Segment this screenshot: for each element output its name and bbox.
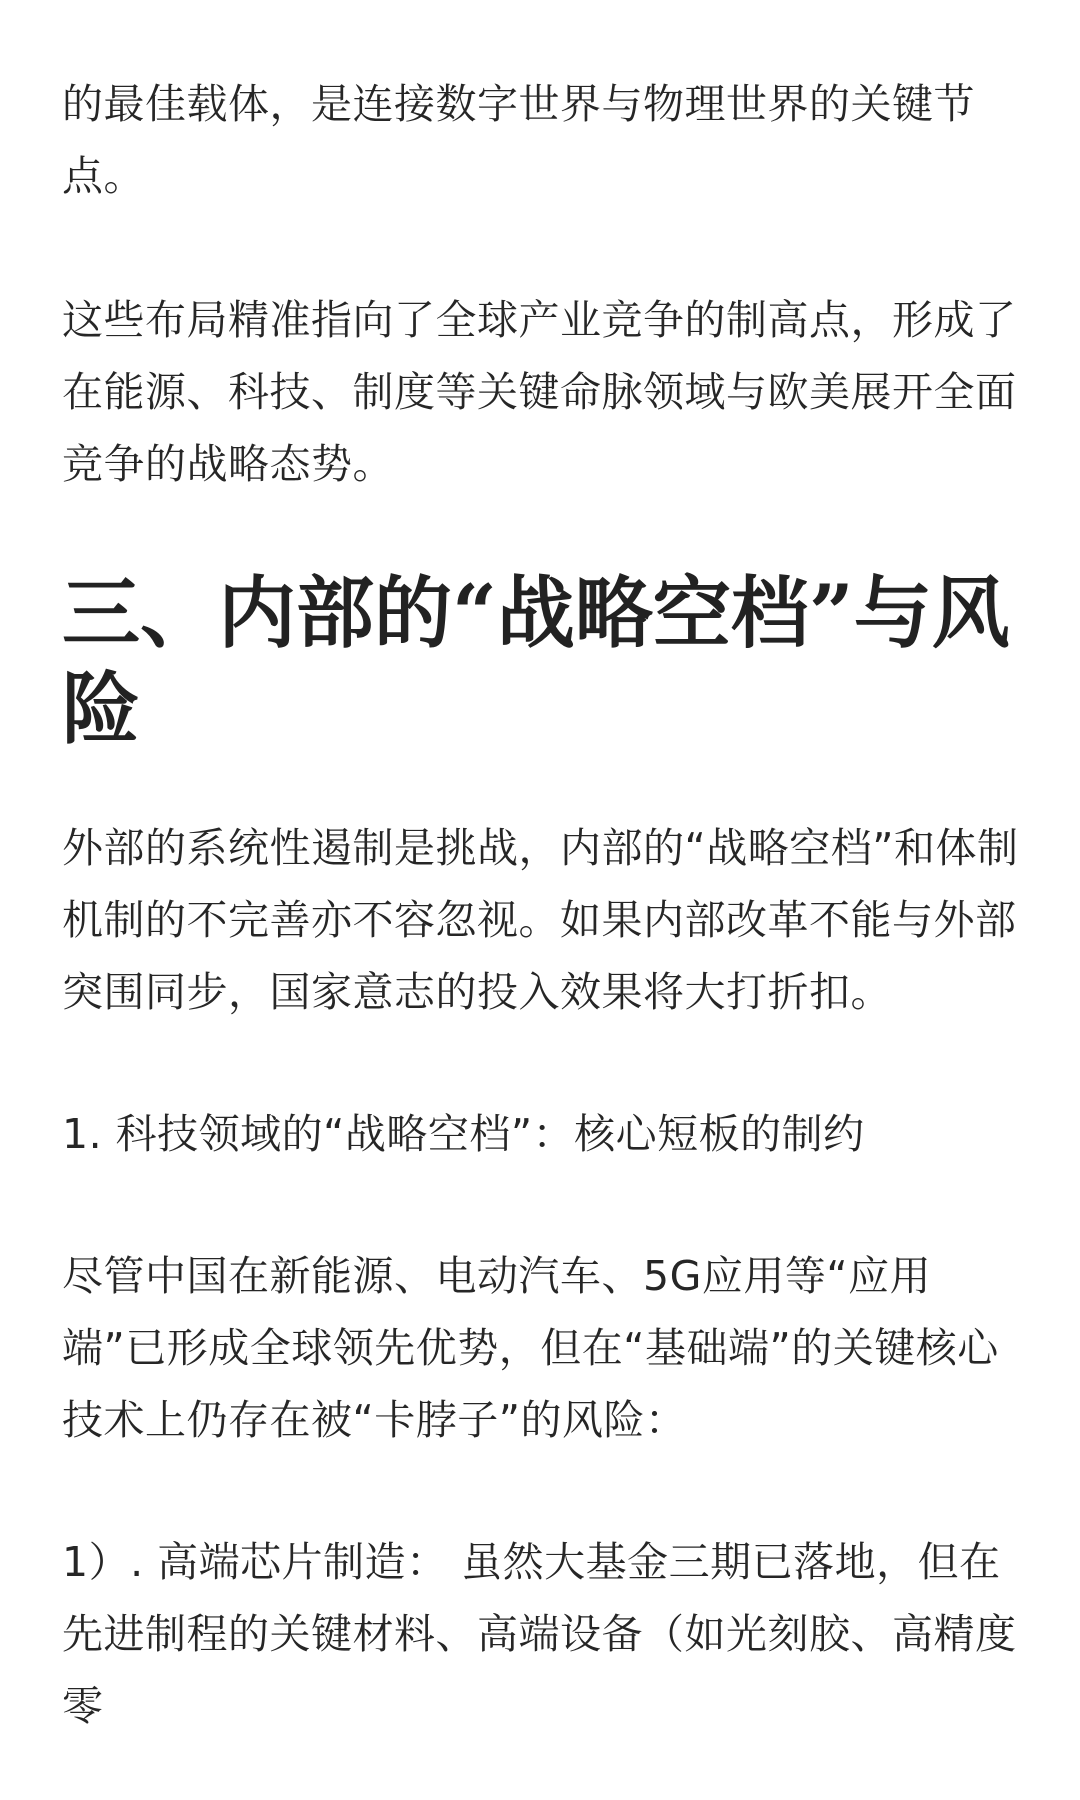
article-paragraph: 1）. 高端芯片制造： 虽然大基金三期已落地，但在先进制程的关键材料、高端设备（如光刻胶、高精度零 [62, 1538, 1017, 1730]
article-paragraph: 外部的系统性遏制是挑战，内部的“战略空档”和体制机制的不完善亦不容忽视。如果内部改革不能与外部突围同步，国家意志的投入效果将大打折扣。 [62, 824, 1019, 1016]
article-subheading: 1. 科技领域的“战略空档”：核心短板的制约 [62, 1110, 865, 1158]
article-paragraph: 尽管中国在新能源、电动汽车、5G应用等“应用端”已形成全球领先优势，但在“基础端”的关键核心技术上仍存在被“卡脖子”的风险： [62, 1252, 999, 1444]
section-heading: 三、内部的“战略空档”与风险 [62, 568, 1010, 755]
article-paragraph: 的最佳载体，是连接数字世界与物理世界的关键节点。 [62, 80, 975, 200]
article-body [62, 68, 1030, 1742]
article-paragraph: 这些布局精准指向了全球产业竞争的制高点，形成了在能源、科技、制度等关键命脉领域与欧美展开全面竞争的战略态势。 [62, 296, 1017, 488]
